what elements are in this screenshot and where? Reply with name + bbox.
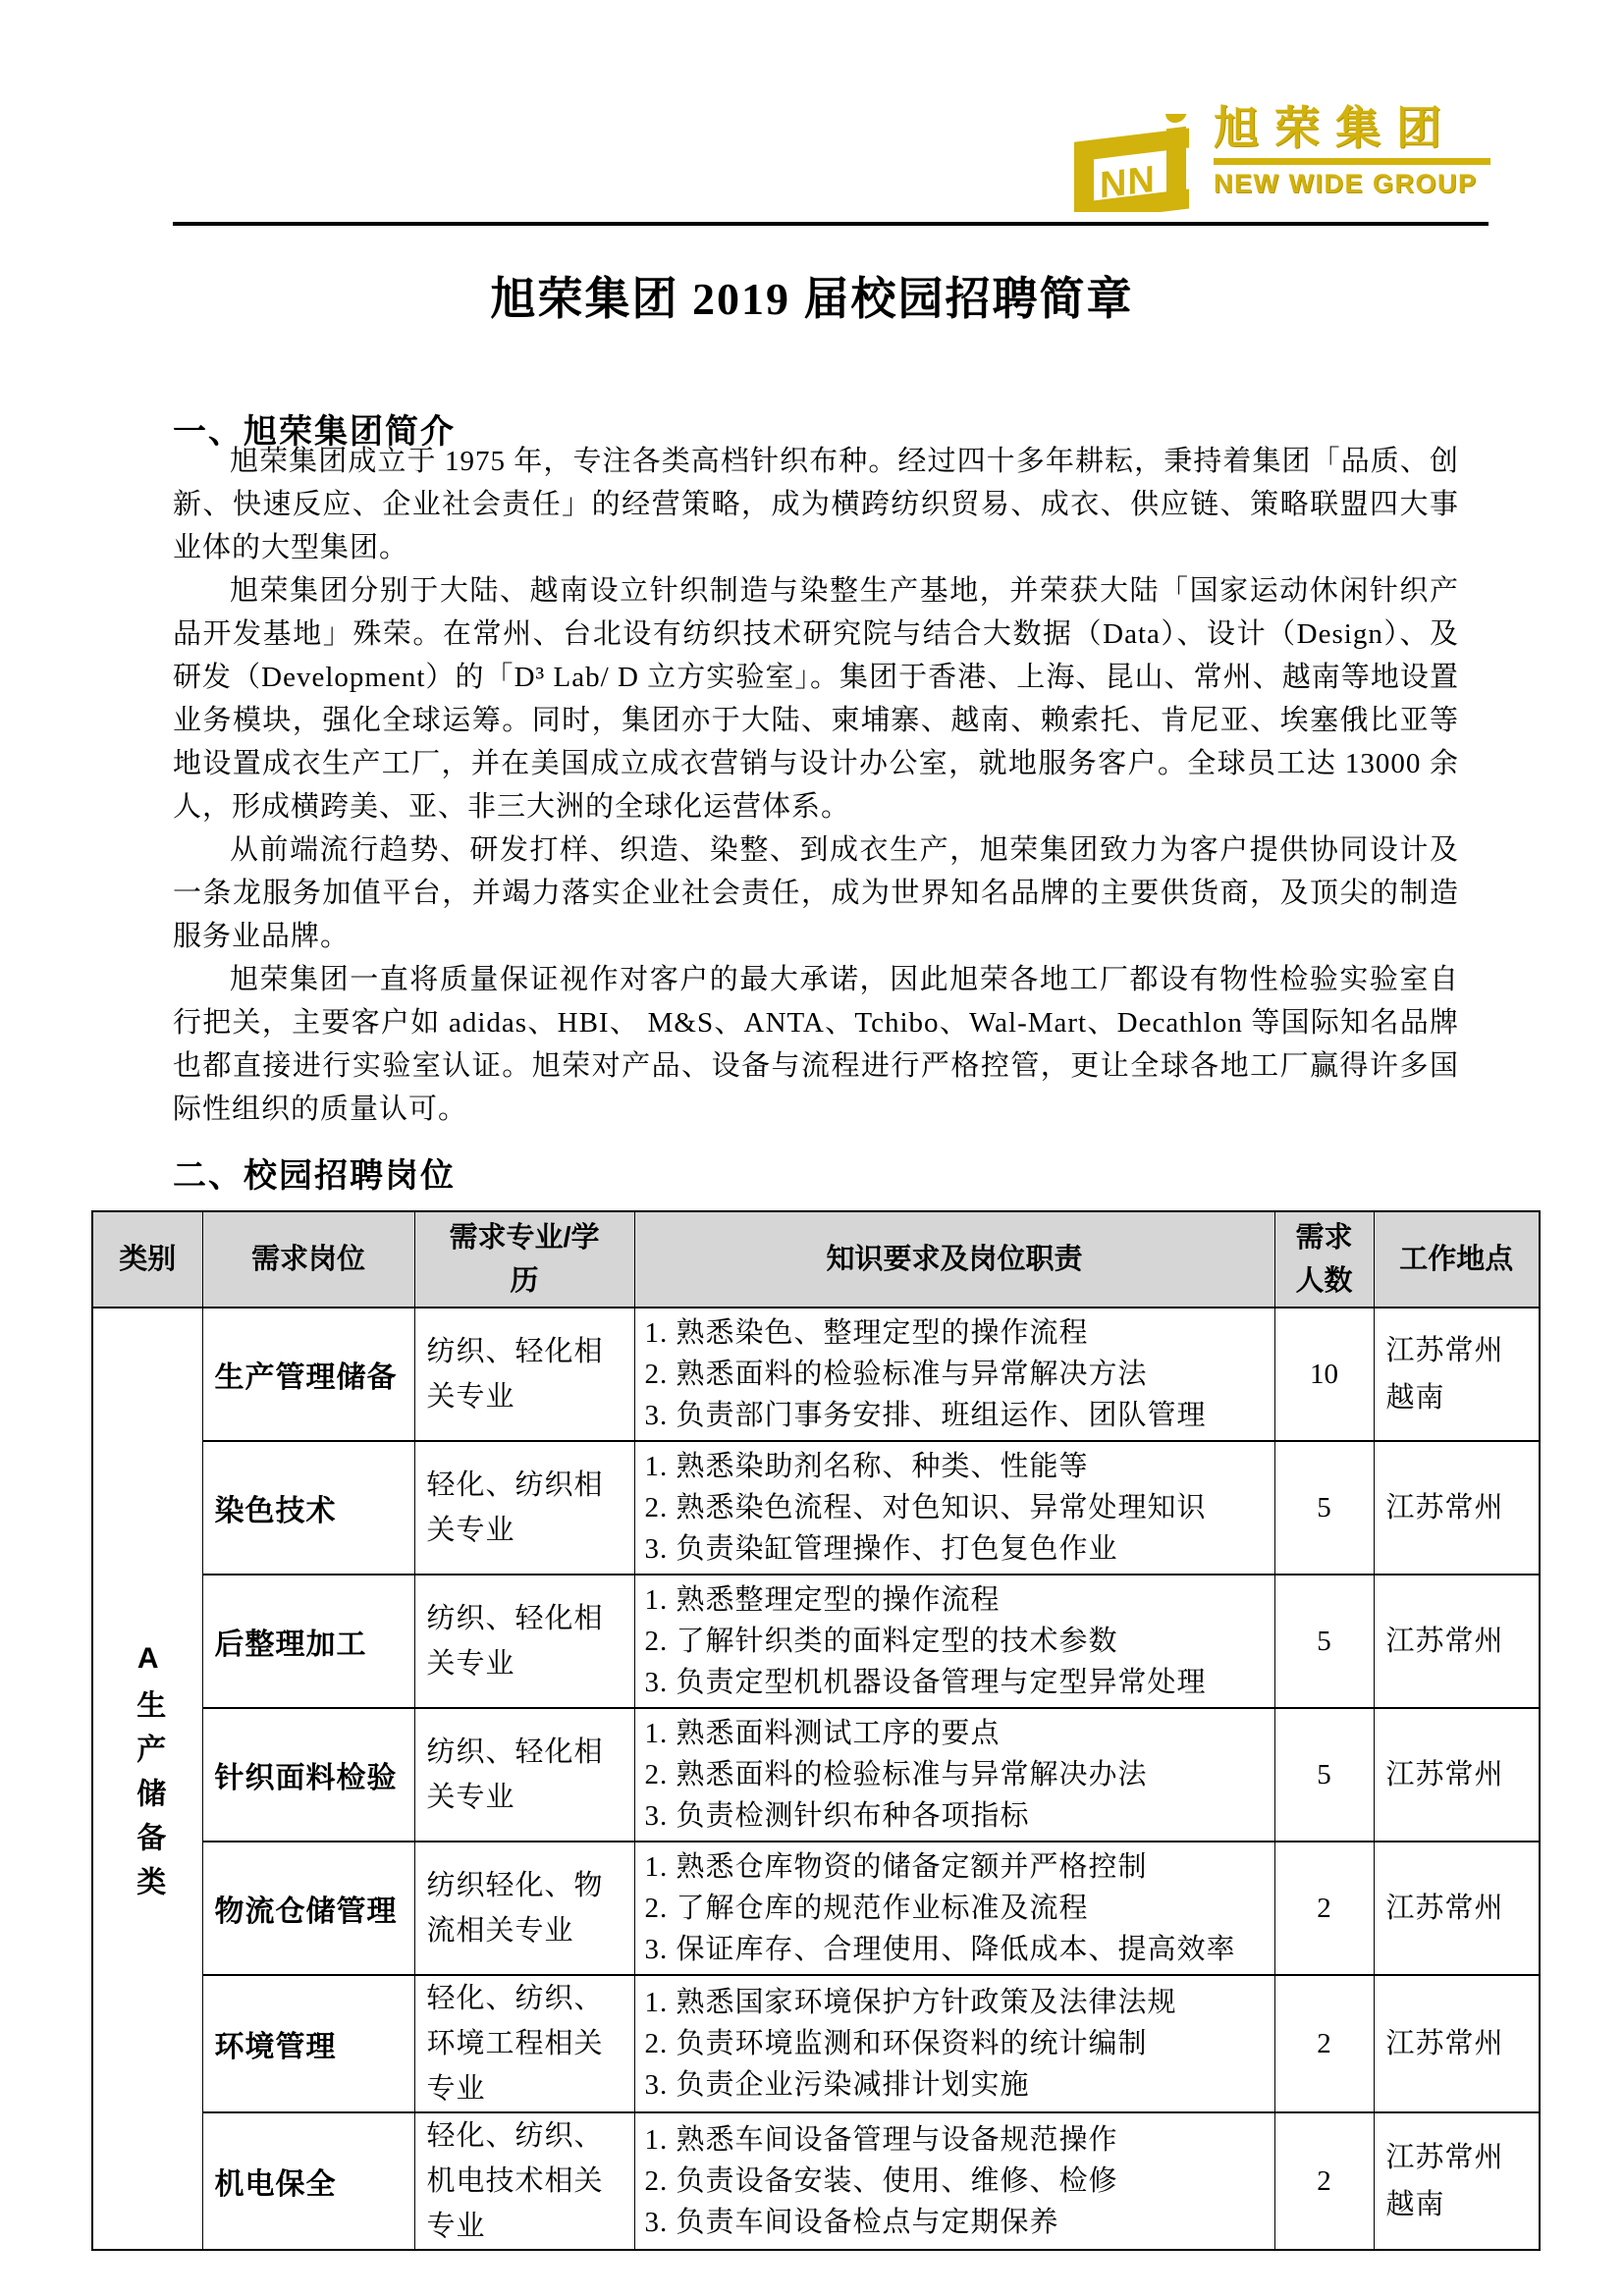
position-label: 物流仓储管理 bbox=[202, 1842, 414, 1975]
position-label: 针织面料检验 bbox=[202, 1708, 414, 1842]
position-label: 生产管理储备 bbox=[202, 1308, 414, 1441]
major-cell bbox=[414, 1708, 634, 1842]
duties-cell bbox=[634, 1308, 1274, 1441]
headcount-value: 10 bbox=[1274, 1308, 1374, 1441]
duty-line: 3. 负责定型机机器设备管理与定型异常处理 bbox=[644, 1667, 1207, 1698]
major-label: 轻化、纺织、环境工程相关专业 bbox=[426, 1983, 604, 2105]
logo-text bbox=[1214, 102, 1490, 199]
duty-line: 2. 负责环境监测和环保资料的统计编制 bbox=[644, 2028, 1148, 2059]
location-line: 江苏常州 bbox=[1385, 1759, 1504, 1790]
intro-paragraph: 旭荣集团一直将质量保证视作对客户的最大承诺，因此旭荣各地工厂都设有物性检验实验室自行把关，主要客户如 adidas、HBI、 M&S、ANTA、Tchibo、Wal-Mart、Decathlon 等国际知名品牌也都直接进行实验室认证。旭荣对产品、设备与流程进行严格控管，更让全球各地工厂赢得许多国际性组织的质量认可。 bbox=[173, 964, 1459, 1125]
intro-paragraph: 从前端流行趋势、研发打样、织造、染整、到成衣生产，旭荣集团致力为客户提供协同设计及一条龙服务加值平台，并竭力落实企业社会责任，成为世界知名品牌的主要供货商，及顶尖的制造服务业品牌。 bbox=[173, 834, 1459, 952]
table-header-row bbox=[92, 1211, 1540, 1308]
table-row bbox=[92, 1842, 1540, 1975]
duty-line: 1. 熟悉整理定型的操作流程 bbox=[644, 1584, 1001, 1616]
major-cell bbox=[414, 1842, 634, 1975]
duty-line: 2. 负责设备安装、使用、维修、检修 bbox=[644, 2165, 1118, 2197]
duties-cell bbox=[634, 1575, 1274, 1708]
location-line: 江苏常州 bbox=[1385, 1893, 1504, 1924]
headcount-value: 5 bbox=[1274, 1441, 1374, 1575]
recruitment-table bbox=[91, 1210, 1541, 2251]
intro-paragraph: 旭荣集团分别于大陆、越南设立针织制造与染整生产基地，并荣获大陆「国家运动休闲针织产品开发基地」殊荣。在常州、台北设有纺织技术研究院与结合大数据（Data）、设计（Design）、及研发（Development）的「D³ Lab/ D 立方实验室」。集团于香港、上海、昆山、常州、越南等地设置业务模块，强化全球运筹。同时，集团亦于大陆、柬埔寨、越南、赖索托、肯尼亚、埃塞俄比亚等地设置成衣生产工厂，并在美国成立成衣营销与设计办公室，就地服务客户。全球员工达 13000 余人，形成横跨美、亚、非三大洲的全球化运营体系。 bbox=[173, 575, 1459, 823]
duties-cell bbox=[634, 2112, 1274, 2250]
company-logo bbox=[1039, 94, 1500, 217]
position-label: 机电保全 bbox=[202, 2112, 414, 2250]
section-heading-positions: 二、校园招聘岗位 bbox=[173, 1157, 456, 1195]
duties-cell bbox=[634, 1708, 1274, 1842]
major-label: 轻化、纺织相关专业 bbox=[426, 1469, 604, 1546]
brand-name-cn: 旭荣集团 bbox=[1214, 102, 1457, 153]
duty-line: 3. 负责检测针织布种各项指标 bbox=[644, 1800, 1030, 1832]
section-heading-company-intro: 一、旭荣集团简介 bbox=[173, 413, 456, 451]
location-line: 江苏常州 bbox=[1385, 2142, 1504, 2173]
table-row bbox=[92, 1441, 1540, 1575]
duty-line: 3. 保证库存、合理使用、降低成本、提高效率 bbox=[644, 1934, 1236, 1965]
duty-line: 2. 了解仓库的规范作业标准及流程 bbox=[644, 1893, 1089, 1924]
major-cell bbox=[414, 1975, 634, 2112]
brand-name-en: NEW WIDE GROUP bbox=[1214, 169, 1478, 198]
duty-line: 1. 熟悉国家环境保护方针政策及法律法规 bbox=[644, 1987, 1177, 2018]
header-category: 类别 bbox=[92, 1211, 202, 1308]
duties-cell bbox=[634, 1842, 1274, 1975]
table-row bbox=[92, 1308, 1540, 1441]
company-intro-text bbox=[173, 440, 1459, 1131]
table-row bbox=[92, 1575, 1540, 1708]
position-label: 染色技术 bbox=[202, 1441, 414, 1575]
table-row bbox=[92, 1975, 1540, 2112]
duty-line: 1. 熟悉面料测试工序的要点 bbox=[644, 1718, 1001, 1749]
major-label: 纺织、轻化相关专业 bbox=[426, 1603, 604, 1680]
major-label: 纺织、轻化相关专业 bbox=[426, 1736, 604, 1813]
location-cell bbox=[1374, 2112, 1540, 2250]
duty-line: 3. 负责车间设备检点与定期保养 bbox=[644, 2207, 1059, 2238]
major-cell bbox=[414, 1441, 634, 1575]
position-label: 后整理加工 bbox=[202, 1575, 414, 1708]
major-label: 纺织、轻化相关专业 bbox=[426, 1336, 604, 1413]
new-wide-logo-icon bbox=[1049, 114, 1198, 212]
page-title: 旭荣集团 2019 届校园招聘简章 bbox=[490, 274, 1134, 324]
location-cell bbox=[1374, 1842, 1540, 1975]
location-line: 江苏常州 bbox=[1385, 1492, 1504, 1523]
location-cell bbox=[1374, 1708, 1540, 1842]
location-line: 越南 bbox=[1385, 2189, 1445, 2220]
duty-line: 1. 熟悉染助剂名称、种类、性能等 bbox=[644, 1451, 1089, 1482]
table-row bbox=[92, 1708, 1540, 1842]
logo-mark-letters: NN bbox=[1100, 157, 1156, 207]
duty-line: 2. 了解针织类的面料定型的技术参数 bbox=[644, 1626, 1118, 1657]
category-cell bbox=[92, 1308, 202, 2250]
location-line: 江苏常州 bbox=[1385, 2028, 1504, 2059]
duty-line: 1. 熟悉仓库物资的储备定额并严格控制 bbox=[644, 1851, 1148, 1883]
major-cell bbox=[414, 1308, 634, 1441]
location-line: 越南 bbox=[1385, 1382, 1445, 1414]
location-cell bbox=[1374, 1975, 1540, 2112]
major-cell bbox=[414, 2112, 634, 2250]
headcount-value: 2 bbox=[1274, 1842, 1374, 1975]
location-line: 江苏常州 bbox=[1385, 1335, 1504, 1366]
table-row bbox=[92, 2112, 1540, 2250]
duty-line: 1. 熟悉染色、整理定型的操作流程 bbox=[644, 1317, 1089, 1349]
header-duties: 知识要求及岗位职责 bbox=[634, 1211, 1274, 1308]
headcount-value: 5 bbox=[1274, 1575, 1374, 1708]
location-cell bbox=[1374, 1308, 1540, 1441]
header-location: 工作地点 bbox=[1374, 1211, 1540, 1308]
headcount-value: 5 bbox=[1274, 1708, 1374, 1842]
headcount-value: 2 bbox=[1274, 1975, 1374, 2112]
category-label: A生产储备类 bbox=[132, 1642, 165, 1910]
duty-line: 3. 负责企业污染减排计划实施 bbox=[644, 2069, 1030, 2101]
duties-cell bbox=[634, 1441, 1274, 1575]
duty-line: 2. 熟悉面料的检验标准与异常解决方法 bbox=[644, 1359, 1148, 1390]
duty-line: 1. 熟悉车间设备管理与设备规范操作 bbox=[644, 2124, 1118, 2156]
location-cell bbox=[1374, 1575, 1540, 1708]
header-divider bbox=[173, 222, 1489, 226]
location-line: 江苏常州 bbox=[1385, 1626, 1504, 1657]
header-major: 需求专业/学历 bbox=[414, 1211, 634, 1308]
duty-line: 3. 负责染缸管理操作、打色复色作业 bbox=[644, 1533, 1118, 1565]
major-cell bbox=[414, 1575, 634, 1708]
logo-underline bbox=[1214, 158, 1490, 165]
major-label: 纺织轻化、物流相关专业 bbox=[426, 1870, 604, 1947]
intro-paragraph: 旭荣集团成立于 1975 年，专注各类高档针织布种。经过四十多年耕耘，秉持着集团「品质、创新、快速反应、企业社会责任」的经营策略，成为横跨纺织贸易、成衣、供应链、策略联盟四大事业体的大型集团。 bbox=[173, 446, 1459, 563]
major-label: 轻化、纺织、机电技术相关专业 bbox=[426, 2120, 604, 2242]
duties-cell bbox=[634, 1975, 1274, 2112]
position-label: 环境管理 bbox=[202, 1975, 414, 2112]
location-cell bbox=[1374, 1441, 1540, 1575]
header-position: 需求岗位 bbox=[202, 1211, 414, 1308]
header-headcount: 需求人数 bbox=[1274, 1211, 1374, 1308]
headcount-value: 2 bbox=[1274, 2112, 1374, 2250]
duty-line: 3. 负责部门事务安排、班组运作、团队管理 bbox=[644, 1400, 1207, 1431]
duty-line: 2. 熟悉面料的检验标准与异常解决办法 bbox=[644, 1759, 1148, 1790]
duty-line: 2. 熟悉染色流程、对色知识、异常处理知识 bbox=[644, 1492, 1207, 1523]
